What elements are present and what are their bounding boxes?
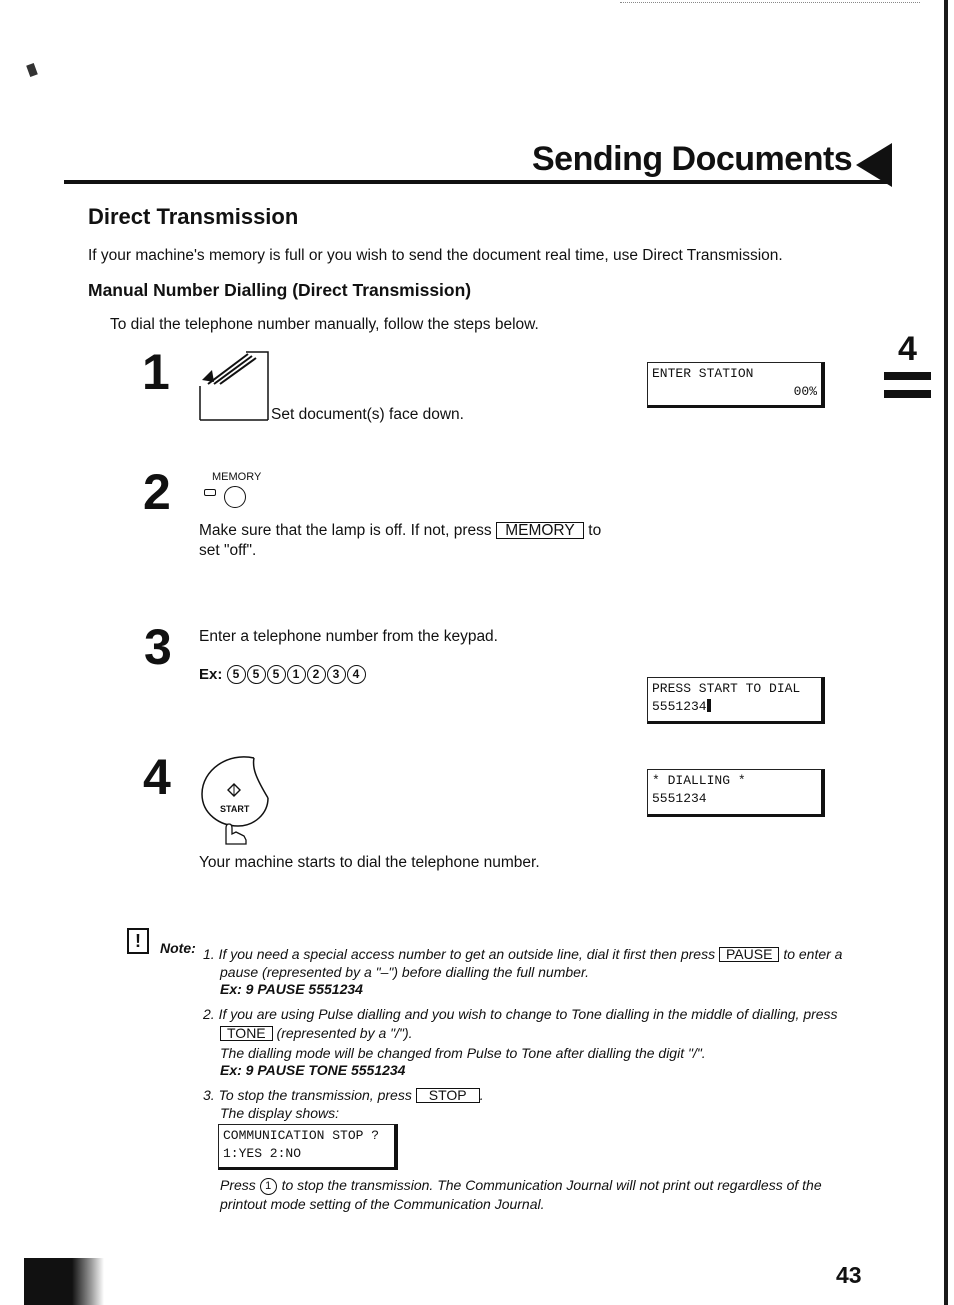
note-item-1 xyxy=(203,945,853,963)
memory-button[interactable] xyxy=(224,486,246,508)
speck-mark xyxy=(26,63,38,77)
cursor-block-icon xyxy=(707,699,711,712)
step-number-4: 4 xyxy=(143,749,171,805)
lcd-line-1: ENTER STATION xyxy=(652,366,754,381)
note-item-3-text-c: The display shows: xyxy=(220,1105,340,1121)
subsection-title: Manual Number Dialling (Direct Transmission) xyxy=(88,280,472,300)
document-facedown-icon xyxy=(198,350,270,422)
note-item-3-text-b: . xyxy=(479,1087,484,1103)
keypad-digit-icon: 5 xyxy=(227,665,246,684)
note-exclamation-icon: ! xyxy=(127,928,149,954)
lcd-display-stop xyxy=(218,1124,398,1170)
step-2-text-after: to xyxy=(588,522,602,539)
note-item-3-press xyxy=(220,1176,860,1195)
note-item-number: 2. xyxy=(203,1006,215,1022)
chapter-bar-top xyxy=(884,372,931,380)
note-item-2-text-b: (represented by a "/"). xyxy=(276,1025,413,1041)
lcd-line-2: 1:YES 2:NO xyxy=(223,1146,302,1161)
header-rule xyxy=(64,180,892,184)
note-item-3-text-e: printout mode setting of the Communication Journal. xyxy=(220,1196,545,1212)
note-item-number: 1. xyxy=(203,946,215,962)
chapter-number: 4 xyxy=(898,330,917,368)
keypad-digit-icon: 5 xyxy=(267,665,286,684)
note-item-1-text-a: If you need a special access number to get an outside line, dial it first then press xyxy=(218,946,716,962)
note-item-number: 3. xyxy=(203,1087,215,1103)
note-item-2-example: Ex: 9 PAUSE TONE 5551234 xyxy=(220,1062,406,1078)
lcd-line-2: 00% xyxy=(793,384,817,399)
lcd-line-1: PRESS START TO DIAL xyxy=(652,681,801,696)
step-2-text-line2: set "off". xyxy=(199,542,257,559)
lcd-line-2 xyxy=(652,698,817,716)
keypad-digit-icon: 1 xyxy=(287,665,306,684)
step-number-3: 3 xyxy=(144,619,172,675)
note-item-2-text-c: The dialling mode will be changed from Pulse to Tone after dialling the digit "/". xyxy=(220,1045,706,1061)
section-intro: If your machine's memory is full or you wish to send the document real time, use Direct Transmission. xyxy=(88,247,783,264)
note-label: Note: xyxy=(160,940,196,956)
step-1-text: Set document(s) face down. xyxy=(271,406,464,423)
memory-lamp-icon xyxy=(204,489,216,496)
memory-button-label: MEMORY xyxy=(212,471,262,483)
keypad-digit-icon: 3 xyxy=(327,665,346,684)
note-item-1-example: Ex: 9 PAUSE 5551234 xyxy=(220,981,363,997)
chapter-bar-bottom xyxy=(884,390,931,398)
note-item-2 xyxy=(203,1005,853,1023)
note-item-3-press-label: Press xyxy=(220,1177,256,1193)
keypad-digit-icon: 5 xyxy=(247,665,266,684)
page-number: 43 xyxy=(836,1262,862,1288)
step-3-text: Enter a telephone number from the keypad. xyxy=(199,628,498,645)
corner-scan-mark xyxy=(24,1258,104,1305)
step-2-text-before: Make sure that the lamp is off. If not, press xyxy=(199,522,492,539)
note-item-1-text-c: pause (represented by a "–") before dialling the full number. xyxy=(220,964,589,980)
step-3-example xyxy=(199,665,367,684)
start-button-label: START xyxy=(220,804,250,814)
lcd-display-step-3 xyxy=(647,677,825,724)
note-item-3 xyxy=(203,1086,484,1104)
example-label: Ex: xyxy=(199,666,223,683)
lcd-line-2-text: 5551234 xyxy=(652,699,707,714)
tone-key: TONE xyxy=(220,1026,273,1041)
subsection-intro: To dial the telephone number manually, follow the steps below. xyxy=(110,316,539,333)
keypad-digit-icon: 4 xyxy=(347,665,366,684)
note-item-3-text-d: to stop the transmission. The Communication Journal will not print out regardless of the xyxy=(281,1177,822,1193)
section-title: Direct Transmission xyxy=(88,204,299,229)
step-number-2: 2 xyxy=(143,464,171,520)
start-button-press-icon xyxy=(198,754,274,850)
page-title: Sending Documents xyxy=(532,140,853,178)
note-item-2-text-a: If you are using Pulse dialling and you wish to change to Tone dialling in the middle of dialling, press xyxy=(218,1006,838,1022)
step-number-1: 1 xyxy=(142,344,170,400)
lcd-display-step-1 xyxy=(647,362,825,408)
note-item-3-text-a: To stop the transmission, press xyxy=(218,1087,412,1103)
note-item-2-line-2 xyxy=(220,1024,413,1042)
keypad-digit-icon: 2 xyxy=(307,665,326,684)
top-dotted-rule xyxy=(620,2,920,3)
lcd-line-1: * DIALLING * xyxy=(652,773,746,788)
memory-key: MEMORY xyxy=(496,522,584,539)
lcd-display-step-4 xyxy=(647,769,825,817)
lcd-line-1: COMMUNICATION STOP ? xyxy=(223,1128,380,1143)
note-item-1-text-b: to enter a xyxy=(783,946,843,962)
pause-key: PAUSE xyxy=(719,947,779,962)
keypad-1-icon: 1 xyxy=(260,1178,277,1195)
step-2-text xyxy=(199,521,601,561)
step-4-text: Your machine starts to dial the telephone number. xyxy=(199,854,540,871)
stop-key: STOP xyxy=(416,1088,480,1103)
lcd-line-2: 5551234 xyxy=(652,791,707,806)
page-edge-bar xyxy=(944,0,948,1305)
